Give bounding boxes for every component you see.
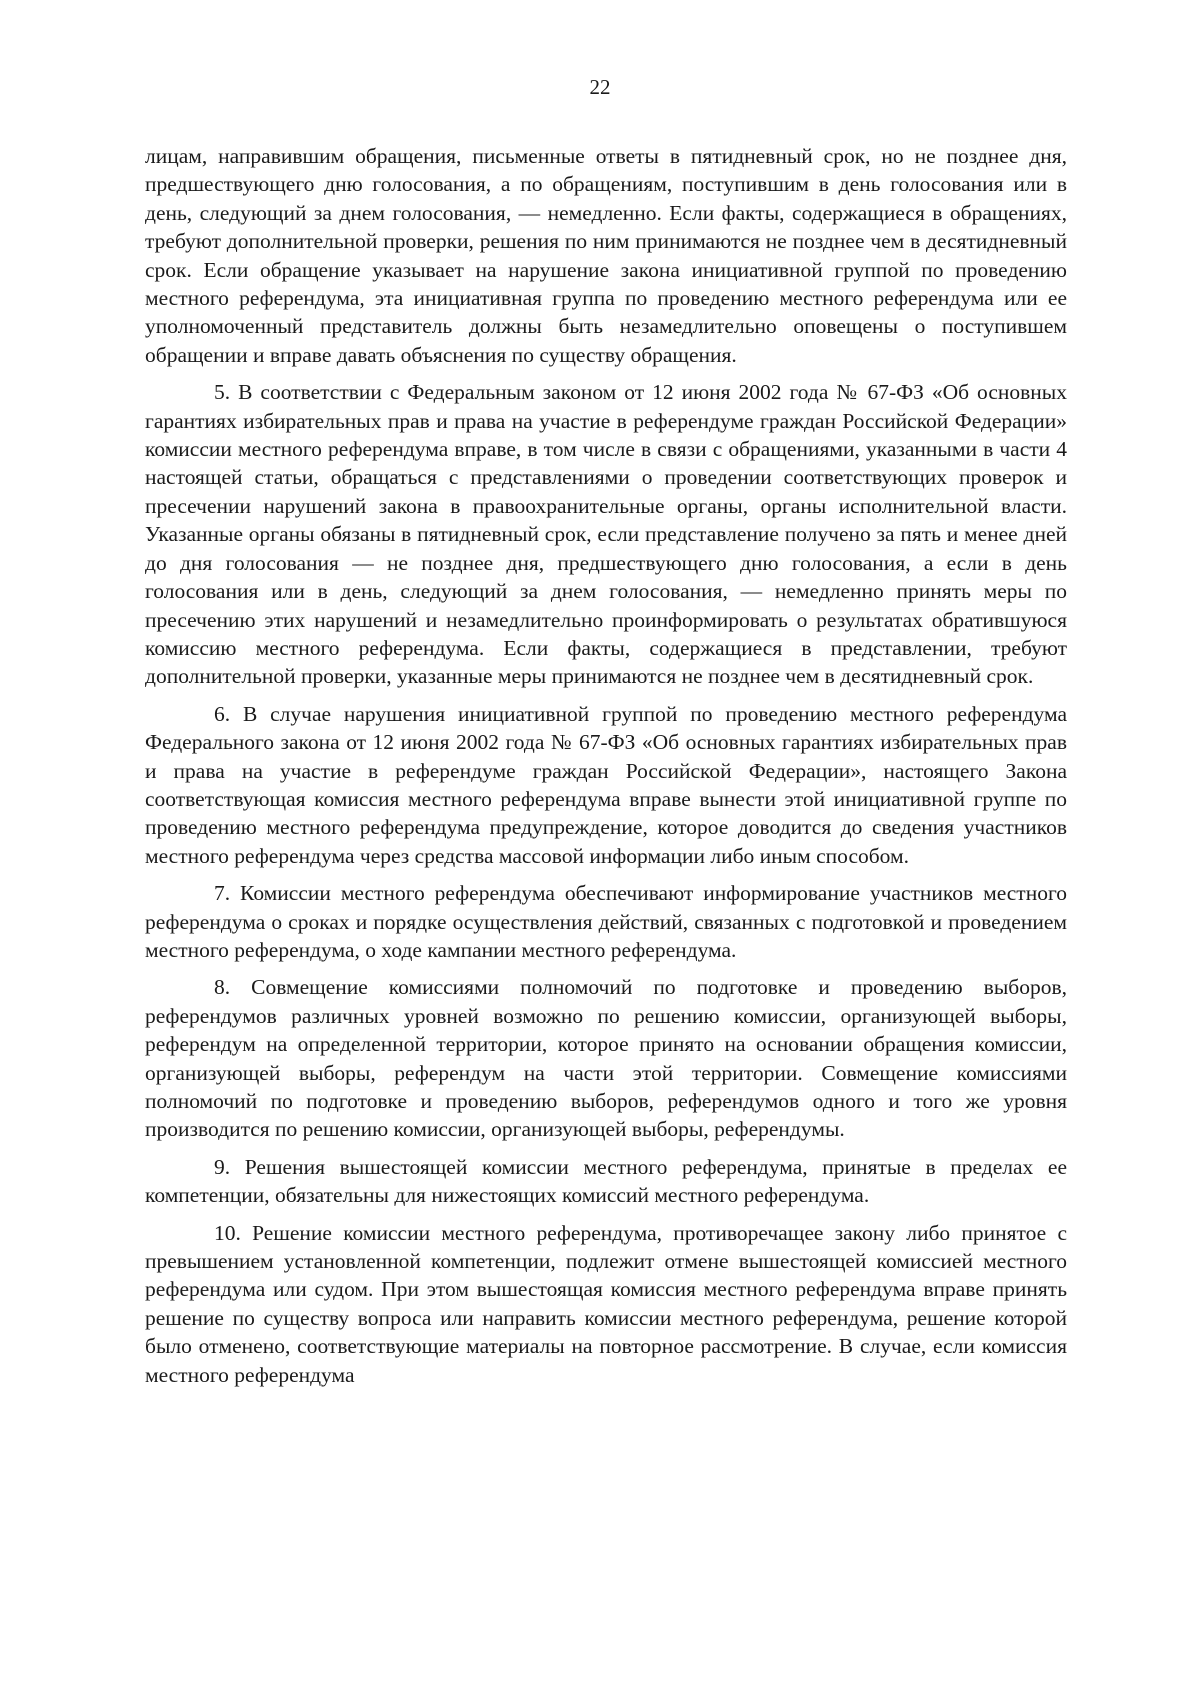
paragraph-item-9: 9. Решения вышестоящей комиссии местного референдума, принятые в пределах ее компетенции, обязательны для нижестоящих комиссий местного референдума.	[145, 1154, 1067, 1208]
paragraph-item-7: 7. Комиссии местного референдума обеспечивают информирование участников местного референдума о сроках и порядке осуществления действий, связанных с подготовкой и проведением местного референдума, о ходе кампании местного референдума.	[145, 881, 1067, 962]
document-body	[145, 142, 1067, 1398]
paragraph-continued: лицам, направившим обращения, письменные ответы в пятидневный срок, но не позднее дня, предшествующего дню голосования, а по обращениям, поступившим в день голосования или в день, следующий за днем голосования, — немедленно. Если факты, содержащиеся в обращениях, требуют дополнительной проверки, решения по ним принимаются не позднее чем в десятидневный срок. Если обращение указывает на нарушение закона инициативной группой по проведению местного референдума, эта инициативная группа по проведению местного референдума или ее уполномоченный представитель должны быть незамедлительно оповещены о поступившем обращении и вправе давать объяснения по существу обращения.	[145, 144, 1067, 367]
paragraph-item-10: 10. Решение комиссии местного референдума, противоречащее закону либо принятое с превышением установленной компетенции, подлежит отмене вышестоящей комиссией местного референдума или судом. При этом вышестоящая комиссия местного референдума вправе принять решение по существу вопроса или направить комиссии местного референдума, решение которой было отменено, соответствующие материалы на повторное рассмотрение. В случае, если комиссия местного референдума	[145, 1220, 1067, 1387]
paragraph-item-8: 8. Совмещение комиссиями полномочий по подготовке и проведению выборов, референдумов различных уровней возможно по решению комиссии, организующей выборы, референдум на определенной территории, которое принято на основании обращения комиссии, организующей выборы, референдум на части этой территории. Совмещение комиссиями полномочий по подготовке и проведению выборов, референдумов одного и того же уровня производится по решению комиссии, организующей выборы, референдумы.	[145, 975, 1067, 1142]
paragraph-item-6: 6. В случае нарушения инициативной группой по проведению местного референдума Федерального закона от 12 июня 2002 года № 67-ФЗ «Об основных гарантиях избирательных прав и права на участие в референдуме граждан Российской Федерации», настоящего Закона соответствующая комиссия местного референдума вправе вынести этой инициативной группе по проведению местного референдума предупреждение, которое доводится до сведения участников местного референдума через средства массовой информации либо иным способом.	[145, 701, 1067, 868]
page-number: 22	[589, 75, 611, 99]
paragraph-item-5: 5. В соответствии с Федеральным законом от 12 июня 2002 года № 67-ФЗ «Об основных гарантиях избирательных прав и права на участие в референдуме граждан Российской Федерации» комиссии местного референдума вправе, в том числе в связи с обращениями, указанными в части 4 настоящей статьи, обращаться с представлениями о проведении соответствующих проверок и пресечении нарушений закона в правоохранительные органы, органы исполнительной власти. Указанные органы обязаны в пятидневный срок, если представление получено за пять и менее дней до дня голосования — не позднее дня, предшествующего дню голосования, а если в день голосования или в день, следующий за днем голосования, — немедленно принять меры по пресечению этих нарушений и незамедлительно проинформировать о результатах обратившуюся комиссию местного референдума. Если факты, содержащиеся в представлении, требуют дополнительной проверки, указанные меры принимаются не позднее чем в десятидневный срок.	[145, 380, 1067, 689]
